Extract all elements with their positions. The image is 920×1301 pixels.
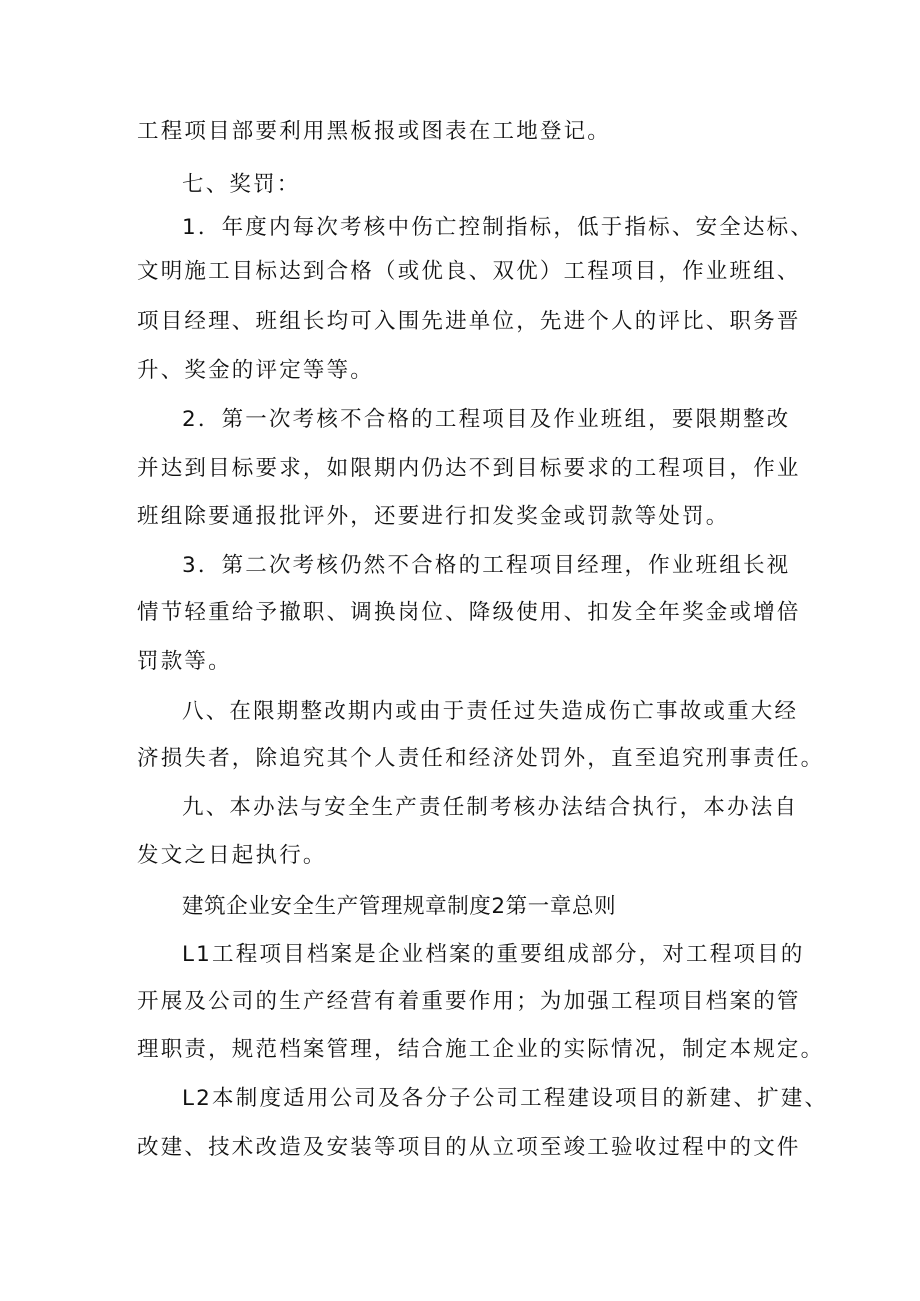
section-heading: 八、在限期整改期内或由于责任过失造成伤亡事故或重大经: [182, 699, 799, 724]
text-line: 班组除要通报批评外，还要进行扣发奖金或罚款等处罚。: [137, 504, 730, 529]
section-heading: 七、奖罚：: [182, 172, 301, 197]
text-line: 升、奖金的评定等等。: [137, 358, 375, 383]
text-line: 情节轻重给予撤职、调换岗位、降级使用、扣发全年奖金或增倍: [137, 600, 801, 625]
text-line: 改建、技术改造及安装等项目的从立项至竣工验收过程中的文件: [137, 1135, 801, 1160]
text-line: L2本制度适用公司及各分子公司工程建设项目的新建、扩建、: [182, 1086, 829, 1111]
text-line: L1工程项目档案是企业档案的重要组成部分，对工程项目的: [182, 942, 805, 967]
text-line: 2．第一次考核不合格的工程项目及作业班组，要限期整改: [182, 407, 791, 432]
text-line: 文明施工目标达到合格（或优良、双优）工程项目，作业班组、: [137, 259, 801, 284]
text-line: 3．第二次考核仍然不合格的工程项目经理，作业班组长视: [182, 553, 791, 578]
document-title: 建筑企业安全生产管理规章制度2第一章总则: [182, 894, 617, 919]
text-line: 工程项目部要利用黑板报或图表在工地登记。: [137, 119, 612, 144]
text-line: 开展及公司的生产经营有着重要作用；为加强工程项目档案的管: [137, 989, 801, 1014]
text-line: 1．年度内每次考核中伤亡控制指标，低于指标、安全达标、: [182, 215, 815, 240]
text-line: 并达到目标要求，如限期内仍达不到目标要求的工程项目，作业: [137, 456, 801, 481]
text-line: 罚款等。: [137, 649, 232, 674]
text-line: 理职责，规范档案管理，结合施工企业的实际情况，制定本规定。: [137, 1037, 825, 1062]
text-line: 济损失者，除追究其个人责任和经济处罚外，直至追究刑事责任。: [137, 746, 825, 771]
section-heading: 九、本办法与安全生产责任制考核办法结合执行，本办法自: [182, 795, 799, 820]
text-line: 发文之日起执行。: [137, 843, 327, 868]
text-line: 项目经理、班组长均可入围先进单位，先进个人的评比、职务晋: [137, 309, 801, 334]
